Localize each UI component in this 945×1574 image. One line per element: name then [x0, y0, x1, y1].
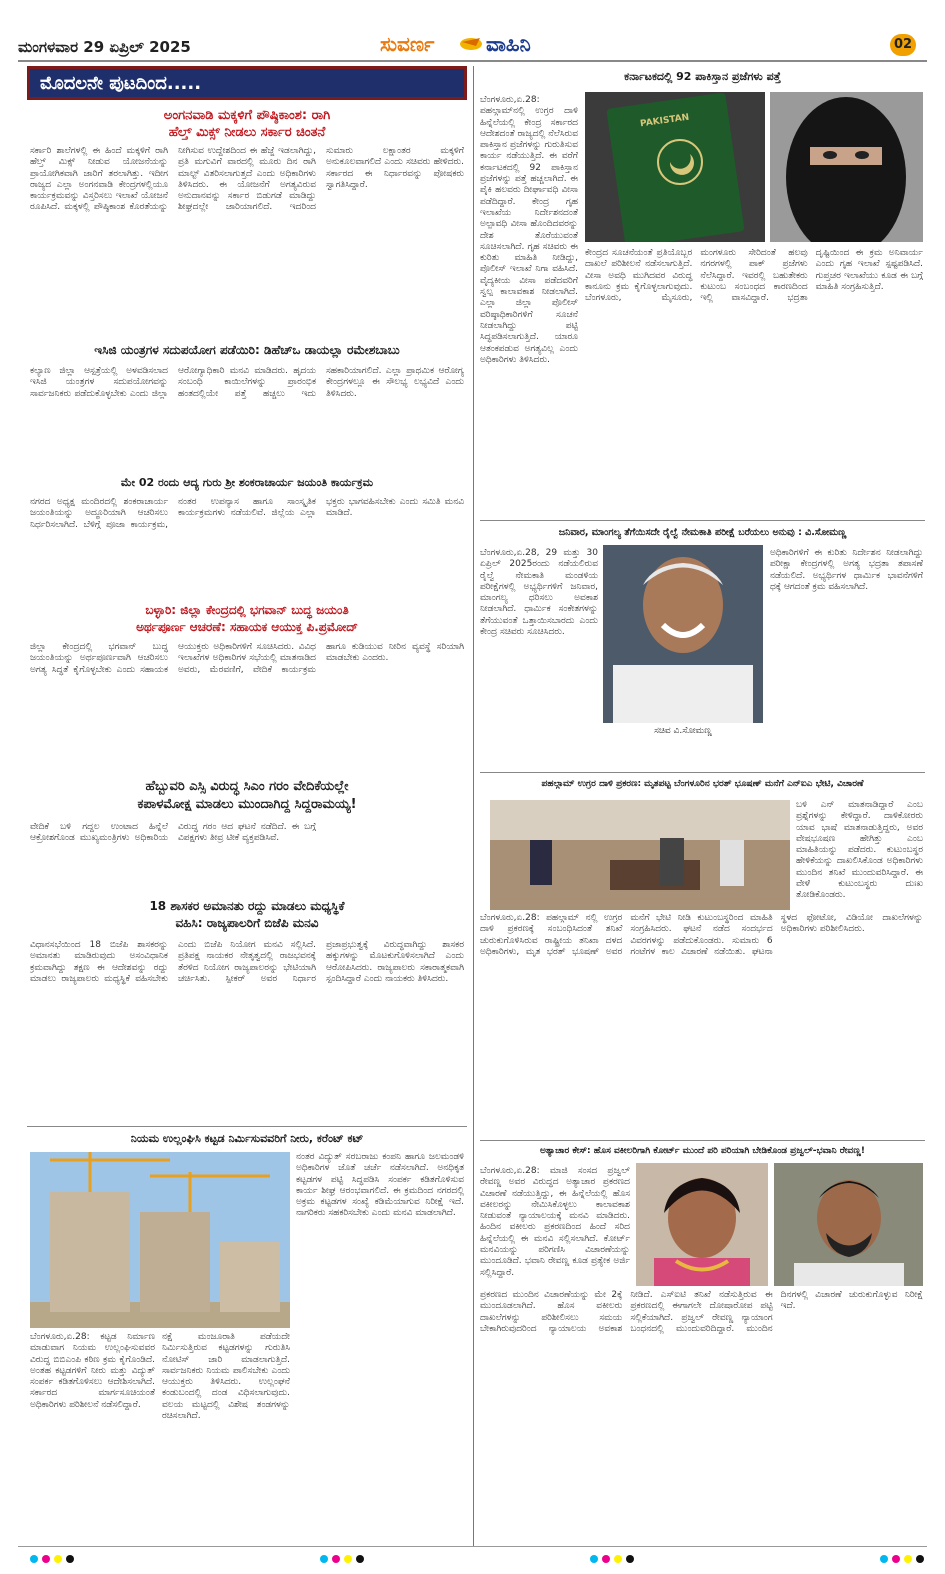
passport-text: PAKISTAN: [639, 112, 690, 130]
masthead: [380, 30, 580, 60]
article-buddha-title: [27, 602, 467, 636]
header-rule: [18, 60, 927, 62]
article-ecg-body: ಕಲ್ಯಾಣ ಜಿಲ್ಲಾ ಆಸ್ಪತ್ರೆಯಲ್ಲಿ ಅಳವಡಿಸಲಾದ ಇಸಿಜಿ ಯಂತ್ರಗಳ ಸದುಪಯೋಗವನ್ನು ಸಾರ್ವಜನಿಕರು ಪಡೆದುಕೊಳ್ಳಬೇಕು ಎಂದು ಜಿಲ್ಲಾ ಆರೋಗ್ಯಾಧಿಕಾರಿ ಮನವಿ ಮಾಡಿದರು. ಹೃದಯ ಸಂಬಂಧಿ ಕಾಯಿಲೆಗಳನ್ನು ಪ್ರಾರಂಭಿಕ ಹಂತದಲ್ಲಿಯೇ ಪತ್ತೆ ಹಚ್ಚಲು ಇದು ಸಹಕಾರಿಯಾಗಲಿದೆ. ಎಲ್ಲಾ ಪ್ರಾಥಮಿಕ ಆರೋಗ್ಯ ಕೇಂದ್ರಗಳಲ್ಲೂ ಈ ಸೌಲಭ್ಯ ಲಭ್ಯವಿದೆ ಎಂದು ತಿಳಿಸಿದರು.: [30, 366, 464, 399]
section-banner: [27, 66, 467, 100]
footer-rule: [18, 1546, 927, 1547]
somanna-caption: ಸಚಿವ ವಿ.ಸೋಮಣ್ಣ: [654, 726, 712, 736]
article-building-body-2: ನಕ್ಷೆ ಮಂಜೂರಾತಿ ಪಡೆಯದೇ ನಿರ್ಮಿಸುತ್ತಿರುವ ಕಟ್ಟಡಗಳನ್ನು ಗುರುತಿಸಿ ನೋಟಿಸ್ ಜಾರಿ ಮಾಡಲಾಗುತ್ತಿದೆ. ಸಾರ್ವಜನಿಕರು ನಿಯಮ ಪಾಲಿಸಬೇಕು ಎಂದು ಆಯುಕ್ತರು ತಿಳಿಸಿದರು. ಉಲ್ಲಂಘನೆ ಕಂಡುಬಂದಲ್ಲಿ ದಂಡ ವಿಧಿಸಲಾಗುವುದು. ವಲಯ ಮಟ್ಟದಲ್ಲಿ ವಿಶೇಷ ತಂಡಗಳನ್ನು ರಚಿಸಲಾಗಿದೆ.: [162, 1332, 290, 1422]
article-shankaracharya-body: ನಗರದ ಅಧ್ಯಕ್ಷ ಮಂದಿರದಲ್ಲಿ ಶಂಕರಾಚಾರ್ಯ ಜಯಂತಿಯನ್ನು ಅದ್ಧೂರಿಯಾಗಿ ಆಚರಿಸಲು ನಿರ್ಧರಿಸಲಾಗಿದೆ. ಬೆಳಿಗ್ಗೆ ಪೂಜಾ ಕಾರ್ಯಕ್ರಮ, ನಂತರ ಉಪನ್ಯಾಸ ಹಾಗೂ ಸಾಂಸ್ಕೃತಿಕ ಕಾರ್ಯಕ್ರಮಗಳು ನಡೆಯಲಿವೆ. ಜಿಲ್ಲೆಯ ಎಲ್ಲಾ ಭಕ್ತರು ಭಾಗವಹಿಸಬೇಕು ಎಂದು ಸಮಿತಿ ಮನವಿ ಮಾಡಿದೆ.: [30, 497, 464, 530]
article-pakistan-body-2: ಕೇಂದ್ರದ ಸೂಚನೆಯಂತೆ ಪ್ರತಿಯೊಬ್ಬರ ದಾಖಲೆ ಪರಿಶೀಲನೆ ನಡೆಸಲಾಗುತ್ತಿದೆ. ವೀಸಾ ಅವಧಿ ಮುಗಿದವರ ವಿರುದ್ಧ ಕಾನೂನು ಕ್ರಮ ಕೈಗೊಳ್ಳಲಾಗುವುದು. ಬೆಂಗಳೂರು, ಮೈಸೂರು, ಮಂಗಳೂರು ಸೇರಿದಂತೆ ಹಲವು ನಗರಗಳಲ್ಲಿ ಪಾಕ್ ಪ್ರಜೆಗಳು ನೆಲೆಸಿದ್ದಾರೆ. ಇವರಲ್ಲಿ ಬಹುತೇಕರು ಕುಟುಂಬ ಸಂಬಂಧದ ಕಾರಣದಿಂದ ಇಲ್ಲಿ ವಾಸವಿದ್ದಾರೆ. ಭದ್ರತಾ ದೃಷ್ಟಿಯಿಂದ ಈ ಕ್ರಮ ಅನಿವಾರ್ಯ ಎಂದು ಗೃಹ ಇಲಾಖೆ ಸ್ಪಷ್ಟಪಡಿಸಿದೆ. ಗುಪ್ತಚರ ಇಲಾಖೆಯು ಕೂಡ ಈ ಬಗ್ಗೆ ಮಾಹಿತಿ ಸಂಗ್ರಹಿಸುತ್ತಿದೆ.: [585, 248, 923, 304]
article-mla-title: [27, 898, 467, 932]
masthead-left: ಸುವರ್ಣ: [380, 32, 435, 56]
article-anganwadi-body: ಸರ್ಕಾರಿ ಶಾಲೆಗಳಲ್ಲಿ ಈ ಹಿಂದೆ ಮಕ್ಕಳಿಗೆ ರಾಗಿ ಹೆಲ್ತ್ ಮಿಕ್ಸ್ ನೀಡುವ ಯೋಜನೆಯನ್ನು ಪ್ರಾಯೋಗಿಕವಾಗಿ ಜಾರಿಗೆ ತರಲಾಗಿತ್ತು. ಇದೀಗ ರಾಜ್ಯದ ಎಲ್ಲಾ ಅಂಗನವಾಡಿ ಕೇಂದ್ರಗಳಲ್ಲಿಯೂ ಕಾರ್ಯಕ್ರಮವನ್ನು ವಿಸ್ತರಿಸಲು ಇಲಾಖೆ ಯೋಜನೆ ರೂಪಿಸಿದೆ. ಮಕ್ಕಳಲ್ಲಿ ಪೌಷ್ಠಿಕಾಂಶ ಕೊರತೆಯನ್ನು ನೀಗಿಸುವ ಉದ್ದೇಶದಿಂದ ಈ ಹೆಜ್ಜೆ ಇಡಲಾಗಿದ್ದು, ಪ್ರತಿ ಮಗುವಿಗೆ ವಾರದಲ್ಲಿ ಮೂರು ದಿನ ರಾಗಿ ಮಾಲ್ಟ್ ವಿತರಿಸಲಾಗುತ್ತದೆ ಎಂದು ಅಧಿಕಾರಿಗಳು ತಿಳಿಸಿದರು. ಈ ಯೋಜನೆಗೆ ಅಗತ್ಯವಿರುವ ಅನುದಾನವನ್ನು ಸರ್ಕಾರ ಬಿಡುಗಡೆ ಮಾಡಿದ್ದು ಶೀಘ್ರದಲ್ಲೇ ಜಾರಿಯಾಗಲಿದೆ. ಇದರಿಂದ ಸುಮಾರು ಲಕ್ಷಾಂತರ ಮಕ್ಕಳಿಗೆ ಅನುಕೂಲವಾಗಲಿದೆ ಎಂದು ಸಚಿವರು ಹೇಳಿದರು. ಸರ್ಕಾರದ ಈ ನಿರ್ಧಾರವನ್ನು ಪೋಷಕರು ಸ್ವಾಗತಿಸಿದ್ದಾರೆ.: [30, 146, 464, 213]
article-pakistan-body: ಬೆಂಗಳೂರು,ಏ.28: ಪಹಲ್ಗಾಮ್‌ನಲ್ಲಿ ಉಗ್ರರ ದಾಳಿ ಹಿನ್ನೆಲೆಯಲ್ಲಿ ಕೇಂದ್ರ ಸರ್ಕಾರದ ಆದೇಶದಂತೆ ರಾಜ್ಯದಲ್ಲಿ ನೆಲೆಸಿರುವ ಪಾಕಿಸ್ತಾನ ಪ್ರಜೆಗಳನ್ನು ಗುರುತಿಸುವ ಕಾರ್ಯ ನಡೆಯುತ್ತಿದೆ. ಈ ವರೆಗೆ ಕರ್ನಾಟಕದಲ್ಲಿ 92 ಪಾಕಿಸ್ತಾನ ಪ್ರಜೆಗಳನ್ನು ಪತ್ತೆ ಹಚ್ಚಲಾಗಿದೆ. ಈ ಪೈಕಿ ಹಲವರು ದೀರ್ಘಾವಧಿ ವೀಸಾ ಪಡೆದಿದ್ದಾರೆ. ಕೇಂದ್ರ ಗೃಹ ಇಲಾಖೆಯ ನಿರ್ದೇಶನದಂತೆ ಅಲ್ಪಾವಧಿ ವೀಸಾ ಹೊಂದಿದವರನ್ನು ದೇಶ ತೊರೆಯುವಂತೆ ಸೂಚಿಸಲಾಗಿದೆ. ಗೃಹ ಸಚಿವರು ಈ ಕುರಿತು ಮಾಹಿತಿ ನೀಡಿದ್ದು, ಪೊಲೀಸ್ ಇಲಾಖೆ ನಿಗಾ ವಹಿಸಿದೆ. ವೈದ್ಯಕೀಯ ವೀಸಾ ಪಡೆದವರಿಗೆ ಸ್ವಲ್ಪ ಕಾಲಾವಕಾಶ ನೀಡಲಾಗಿದೆ. ಎಲ್ಲಾ ಜಿಲ್ಲಾ ಪೊಲೀಸ್ ವರಿಷ್ಠಾಧಿಕಾರಿಗಳಿಗೆ ಸೂಚನೆ ನೀಡಲಾಗಿದ್ದು ಪಟ್ಟಿ ಸಿದ್ಧಪಡಿಸಲಾಗುತ್ತಿದೆ. ಯಾರೂ ಆತಂಕಪಡುವ ಅಗತ್ಯವಿಲ್ಲ ಎಂದು ಅಧಿಕಾರಿಗಳು ತಿಳಿಸಿದರು.: [480, 95, 578, 365]
title-line-1: 18 ಶಾಸಕರ ಅಮಾನತು ರದ್ದು ಮಾಡಲು ಮಧ್ಯಸ್ಥಿಕೆ: [149, 899, 345, 913]
title-line-2: ಅರ್ಥಪೂರ್ಣ ಆಚರಣೆ: ಸಹಾಯಕ ಆಯುಕ್ತ ಪಿ.ಪ್ರಮೋದ್: [136, 620, 358, 634]
title-line-1: ಅಂಗನವಾಡಿ ಮಕ್ಕಳಿಗೆ ಪೌಷ್ಠಿಕಾಂಶ: ರಾಗಿ: [163, 108, 331, 123]
divider: [480, 772, 925, 773]
article-nia-title: ಪಹಲ್ಗಾಮ್ ಉಗ್ರರ ದಾಳಿ ಪ್ರಕರಣ: ಮೃತಪಟ್ಟ ಬೆಂಗಳೂರಿನ ಭರತ್ ಭೂಷಣ್ ಮನೆಗೆ ಎನ್‌ಐಎ ಭೇಟಿ, ವಿಚಾರಣೆ: [541, 779, 864, 789]
title-line-2: ಕಪಾಳಮೋಕ್ಷ ಮಾಡಲು ಮುಂದಾಗಿದ್ದ ಸಿದ್ದರಾಮಯ್ಯ!: [137, 797, 357, 812]
somanna-photo: [603, 545, 763, 723]
article-cm-title: [27, 778, 467, 814]
article-building-body: ಬೆಂಗಳೂರು,ಏ.28: ಕಟ್ಟಡ ನಿರ್ಮಾಣ ಮಾಡುವಾಗ ನಿಯಮ ಉಲ್ಲಂಘಿಸುವವರ ವಿರುದ್ಧ ಬಿಬಿಎಂಪಿ ಕಠಿಣ ಕ್ರಮ ಕೈಗೊಂಡಿದೆ. ಅಂತಹ ಕಟ್ಟಡಗಳಿಗೆ ನೀರು ಮತ್ತು ವಿದ್ಯುತ್ ಸಂಪರ್ಕ ಕಡಿತಗೊಳಿಸಲು ಆದೇಶಿಸಲಾಗಿದೆ. ಸರ್ಕಾರದ ಮಾರ್ಗಸೂಚಿಯಂತೆ ಅಧಿಕಾರಿಗಳು ಪರಿಶೀಲನೆ ನಡೆಸಲಿದ್ದಾರೆ.: [30, 1332, 155, 1410]
article-prajwal-title: ಅತ್ಯಾಚಾರ ಕೇಸ್: ಹೊಸ ವಕೀಲರಿಗಾಗಿ ಕೋರ್ಟ್ ಮುಂದೆ ಪರಿ ಪರಿಯಾಗಿ ಬೇಡಿಕೊಂಡ ಪ್ರಜ್ವಲ್-ಭವಾನಿ ರೇವಣ್ಣ!: [540, 1146, 865, 1156]
article-cm-body: ವೇದಿಕೆ ಬಳಿ ಗದ್ದಲ ಉಂಟಾದ ಹಿನ್ನೆಲೆ ಆಕ್ರೋಶಗೊಂಡ ಮುಖ್ಯಮಂತ್ರಿಗಳು ಅಧಿಕಾರಿಯ ವಿರುದ್ಧ ಗರಂ ಆದ ಘಟನೆ ನಡೆದಿದೆ. ಈ ಬಗ್ಗೆ ವಿಪಕ್ಷಗಳು ತೀವ್ರ ಟೀಕೆ ವ್ಯಕ್ತಪಡಿಸಿವೆ.: [30, 822, 316, 844]
veiled-woman-image: [770, 92, 923, 242]
article-nia-body: ಬೆಂಗಳೂರು,ಏ.28: ಪಹಲ್ಗಾಮ್ ನಲ್ಲಿ ಉಗ್ರರ ದಾಳಿ ಪ್ರಕರಣಕ್ಕೆ ಸಂಬಂಧಿಸಿದಂತೆ ತನಿಖೆ ಚುರುಕುಗೊಳಿಸಿರುವ ರಾಷ್ಟ್ರೀಯ ತನಿಖಾ ದಳದ ಅಧಿಕಾರಿಗಳು, ಮೃತ ಭರತ್ ಭೂಷಣ್ ಅವರ ಮನೆಗೆ ಭೇಟಿ ನೀಡಿ ಕುಟುಂಬಸ್ಥರಿಂದ ಮಾಹಿತಿ ಸಂಗ್ರಹಿಸಿದರು. ಘಟನೆ ನಡೆದ ಸಂದರ್ಭದ ವಿವರಗಳನ್ನು ಪಡೆದುಕೊಂಡರು. ಸುಮಾರು 6 ಗಂಟೆಗಳ ಕಾಲ ವಿಚಾರಣೆ ನಡೆಯಿತು. ಘಟನಾ ಸ್ಥಳದ ಫೋಟೋ, ವಿಡಿಯೋ ದಾಖಲೆಗಳನ್ನು ಅಧಿಕಾರಿಗಳು ಪರಿಶೀಲಿಸಿದರು.: [480, 913, 923, 957]
divider: [480, 520, 925, 521]
page-number-badge: [890, 34, 916, 56]
article-prajwal-body: ಬೆಂಗಳೂರು,ಏ.28: ಮಾಜಿ ಸಂಸದ ಪ್ರಜ್ವಲ್ ರೇವಣ್ಣ ಅವರ ವಿರುದ್ಧದ ಅತ್ಯಾಚಾರ ಪ್ರಕರಣದ ವಿಚಾರಣೆ ನಡೆಯುತ್ತಿದ್ದು, ಈ ಹಿನ್ನೆಲೆಯಲ್ಲಿ ಹೊಸ ವಕೀಲರನ್ನು ನೇಮಿಸಿಕೊಳ್ಳಲು ಕಾಲಾವಕಾಶ ನೀಡುವಂತೆ ನ್ಯಾಯಾಲಯಕ್ಕೆ ಮನವಿ ಮಾಡಿದರು. ಹಿಂದಿನ ವಕೀಲರು ಪ್ರಕರಣದಿಂದ ಹಿಂದೆ ಸರಿದ ಹಿನ್ನೆಲೆಯಲ್ಲಿ ಈ ಮನವಿ ಸಲ್ಲಿಸಲಾಗಿದೆ. ಕೋರ್ಟ್ ಮನವಿಯನ್ನು ಪರಿಗಣಿಸಿ ವಿಚಾರಣೆಯನ್ನು ಮುಂದೂಡಿದೆ. ಭವಾನಿ ರೇವಣ್ಣ ಕೂಡ ಪ್ರತ್ಯೇಕ ಅರ್ಜಿ ಸಲ್ಲಿಸಿದ್ದಾರೆ.: [480, 1166, 630, 1278]
title-line-2: ಹೆಲ್ತ್ ಮಿಕ್ಸ್ ನೀಡಲು ಸರ್ಕಾರ ಚಿಂತನೆ: [168, 125, 326, 140]
construction-photo: [30, 1152, 290, 1328]
article-somanna-body-2: ಅಧಿಕಾರಿಗಳಿಗೆ ಈ ಕುರಿತು ನಿರ್ದೇಶನ ನೀಡಲಾಗಿದ್ದು ಪರೀಕ್ಷಾ ಕೇಂದ್ರಗಳಲ್ಲಿ ಅಗತ್ಯ ಭದ್ರತಾ ತಪಾಸಣೆ ನಡೆಯಲಿದೆ. ಅಭ್ಯರ್ಥಿಗಳ ಧಾರ್ಮಿಕ ಭಾವನೆಗಳಿಗೆ ಧಕ್ಕೆ ಆಗದಂತೆ ಕ್ರಮ ವಹಿಸಲಾಗಿದೆ.: [770, 548, 923, 592]
masthead-right: ವಾಹಿನಿ: [486, 32, 531, 56]
article-buddha-body: ಜಿಲ್ಲಾ ಕೇಂದ್ರದಲ್ಲಿ ಭಗವಾನ್ ಬುದ್ಧ ಜಯಂತಿಯನ್ನು ಅರ್ಥಪೂರ್ಣವಾಗಿ ಆಚರಿಸಲು ಅಗತ್ಯ ಸಿದ್ಧತೆ ಕೈಗೊಳ್ಳಬೇಕು ಎಂದು ಸಹಾಯಕ ಆಯುಕ್ತರು ಅಧಿಕಾರಿಗಳಿಗೆ ಸೂಚಿಸಿದರು. ವಿವಿಧ ಇಲಾಖೆಗಳ ಅಧಿಕಾರಿಗಳ ಸಭೆಯಲ್ಲಿ ಮಾತನಾಡಿದ ಅವರು, ಮೆರವಣಿಗೆ, ವೇದಿಕೆ ಕಾರ್ಯಕ್ರಮ ಹಾಗೂ ಕುಡಿಯುವ ನೀರಿನ ವ್ಯವಸ್ಥೆ ಸರಿಯಾಗಿ ಮಾಡಬೇಕು ಎಂದರು.: [30, 642, 464, 675]
prajwal-photo: [774, 1163, 923, 1286]
bhavani-photo: [636, 1163, 768, 1286]
divider: [27, 1126, 467, 1127]
article-anganwadi-title: [27, 107, 467, 141]
title-line-1: ಬಳ್ಳಾರಿ: ಜಿಲ್ಲಾ ಕೇಂದ್ರದಲ್ಲಿ ಭಗವಾನ್ ಬುದ್ಧ ಜಯಂತಿ: [145, 603, 349, 617]
title-line-1: ಹೆಬ್ಬುವರಿ ಎಸ್ಸಿ ವಿರುದ್ಧ ಸಿಎಂ ಗರಂ ವೇದಿಕೆಯಲ್ಲೇ: [145, 779, 349, 794]
title-line-2: ವಹಿಸಿ: ರಾಜ್ಯಪಾಲರಿಗೆ ಬಿಜೆಪಿ ಮನವಿ: [175, 916, 319, 930]
article-nia-body-2: ಬಳಿ ಎನ್ ಮಾತನಾಡಿದ್ದಾರೆ ಎಂಬ ಪ್ರಶ್ನೆಗಳನ್ನು ಕೇಳಿದ್ದಾರೆ. ದಾಳಿಕೋರರು ಯಾವ ಭಾಷೆ ಮಾತನಾಡುತ್ತಿದ್ದರು, ಅವರ ವೇಷಭೂಷಣ ಹೇಗಿತ್ತು ಎಂಬ ಮಾಹಿತಿಯನ್ನು ಪಡೆದರು. ಕುಟುಂಬಸ್ಥರ ಹೇಳಿಕೆಯನ್ನು ದಾಖಲಿಸಿಕೊಂಡ ಅಧಿಕಾರಿಗಳು ಮುಂದಿನ ತನಿಖೆ ಮುಂದುವರಿಸಿದ್ದಾರೆ. ಈ ವೇಳೆ ಕುಟುಂಬಸ್ಥರು ದುಃಖ ತೋಡಿಕೊಂಡರು.: [796, 800, 923, 901]
section-banner-text: ಮೊದಲನೇ ಪುಟದಿಂದ.....: [40, 73, 202, 94]
issue-date: ಮಂಗಳವಾರ 29 ಏಪ್ರಿಲ್ 2025: [18, 38, 191, 56]
column-divider: [473, 66, 474, 1546]
article-shankaracharya-title: ಮೇ 02 ರಂದು ಆದ್ಯ ಗುರು ಶ್ರೀ ಶಂಕರಾಚಾರ್ಯ ಜಯಂತಿ ಕಾರ್ಯಕ್ರಮ: [120, 476, 374, 489]
article-mla-body: ವಿಧಾನಸಭೆಯಿಂದ 18 ಬಿಜೆಪಿ ಶಾಸಕರನ್ನು ಅಮಾನತು ಮಾಡಿರುವುದು ಅಸಂವಿಧಾನಿಕ ಕ್ರಮವಾಗಿದ್ದು ತಕ್ಷಣ ಈ ಆದೇಶವನ್ನು ರದ್ದು ಮಾಡಲು ರಾಜ್ಯಪಾಲರು ಮಧ್ಯಸ್ಥಿಕೆ ವಹಿಸಬೇಕು ಎಂದು ಬಿಜೆಪಿ ನಿಯೋಗ ಮನವಿ ಸಲ್ಲಿಸಿದೆ. ಪ್ರತಿಪಕ್ಷ ನಾಯಕರ ನೇತೃತ್ವದಲ್ಲಿ ರಾಜಭವನಕ್ಕೆ ತೆರಳಿದ ನಿಯೋಗ ರಾಜ್ಯಪಾಲರನ್ನು ಭೇಟಿಯಾಗಿ ಚರ್ಚಿಸಿತು. ಸ್ಪೀಕರ್ ಅವರ ನಿರ್ಧಾರ ಪ್ರಜಾಪ್ರಭುತ್ವಕ್ಕೆ ವಿರುದ್ಧವಾಗಿದ್ದು ಶಾಸಕರ ಹಕ್ಕುಗಳನ್ನು ಮೊಟಕುಗೊಳಿಸಲಾಗಿದೆ ಎಂದು ಆರೋಪಿಸಿದರು. ರಾಜ್ಯಪಾಲರು ಸಕಾರಾತ್ಮಕವಾಗಿ ಸ್ಪಂದಿಸಿದ್ದಾರೆ ಎಂದು ನಾಯಕರು ತಿಳಿಸಿದರು.: [30, 940, 464, 984]
article-somanna-title: ಜನಿವಾರ, ಮಾಂಗಲ್ಯ ತೆಗೆಯಿಸದೇ ರೈಲ್ವೆ ನೇಮಕಾತಿ ಪರೀಕ್ಷೆ ಬರೆಯಲು ಅನುವು : ವಿ.ಸೋಮಣ್ಣ: [558, 527, 847, 538]
article-building-title: ನಿಯಮ ಉಲ್ಲಂಘಿಸಿ ಕಟ್ಟಡ ನಿರ್ಮಿಸುವವರಿಗೆ ನೀರು, ಕರೆಂಟ್ ಕಟ್: [130, 1132, 364, 1145]
article-somanna-body: ಬೆಂಗಳೂರು,ಏ.28, 29 ಮತ್ತು 30 ಏಪ್ರಿಲ್ 2025ರಂದು ನಡೆಯಲಿರುವ ರೈಲ್ವೆ ನೇಮಕಾತಿ ಮಂಡಳಿಯ ಪರೀಕ್ಷೆಗಳಲ್ಲಿ ಅಭ್ಯರ್ಥಿಗಳಿಗೆ ಜನಿವಾರ, ಮಾಂಗಲ್ಯ ಧರಿಸಲು ಅವಕಾಶ ನೀಡಲಾಗಿದೆ. ಧಾರ್ಮಿಕ ಸಂಕೇತಗಳನ್ನು ತೆಗೆಯುವಂತೆ ಒತ್ತಾಯಿಸಬಾರದು ಎಂದು ಕೇಂದ್ರ ಸಚಿವರು ಸೂಚಿಸಿದರು.: [480, 548, 598, 638]
article-prajwal-body-2: ಪ್ರಕರಣದ ಮುಂದಿನ ವಿಚಾರಣೆಯನ್ನು ಮೇ 2ಕ್ಕೆ ಮುಂದೂಡಲಾಗಿದೆ. ಹೊಸ ವಕೀಲರು ದಾಖಲೆಗಳನ್ನು ಪರಿಶೀಲಿಸಲು ಸಮಯ ಬೇಕಾಗಿರುವುದರಿಂದ ನ್ಯಾಯಾಲಯ ಅವಕಾಶ ನೀಡಿದೆ. ಎಸ್ಐಟಿ ತನಿಖೆ ನಡೆಸುತ್ತಿರುವ ಈ ಪ್ರಕರಣದಲ್ಲಿ ಈಗಾಗಲೇ ದೋಷಾರೋಪ ಪಟ್ಟಿ ಸಲ್ಲಿಕೆಯಾಗಿದೆ. ಪ್ರಜ್ವಲ್ ರೇವಣ್ಣ ನ್ಯಾಯಾಂಗ ಬಂಧನದಲ್ಲಿ ಮುಂದುವರಿದಿದ್ದಾರೆ. ಮುಂದಿನ ದಿನಗಳಲ್ಲಿ ವಿಚಾರಣೆ ಚುರುಕುಗೊಳ್ಳುವ ನಿರೀಕ್ಷೆ ಇದೆ.: [480, 1290, 923, 1334]
nia-visit-photo: [490, 800, 790, 910]
article-building-body-3: ನಂತರ ವಿದ್ಯುತ್ ಸರಬರಾಜು ಕಂಪನಿ ಹಾಗೂ ಜಲಮಂಡಳಿ ಅಧಿಕಾರಿಗಳ ಜೊತೆ ಚರ್ಚೆ ನಡೆಸಲಾಗಿದೆ. ಅನಧಿಕೃತ ಕಟ್ಟಡಗಳ ಪಟ್ಟಿ ಸಿದ್ಧಪಡಿಸಿ ಸಂಪರ್ಕ ಕಡಿತಗೊಳಿಸುವ ಕಾರ್ಯ ಶೀಘ್ರ ಆರಂಭವಾಗಲಿದೆ. ಈ ಕ್ರಮದಿಂದ ನಗರದಲ್ಲಿ ಅಕ್ರಮ ಕಟ್ಟಡಗಳ ಸಂಖ್ಯೆ ಕಡಿಮೆಯಾಗುವ ನಿರೀಕ್ಷೆ ಇದೆ. ನಾಗರಿಕರು ಸಹಕರಿಸಬೇಕು ಎಂದು ಮನವಿ ಮಾಡಲಾಗಿದೆ.: [296, 1152, 464, 1219]
article-ecg-title: ಇಸಿಜಿ ಯಂತ್ರಗಳ ಸದುಪಯೋಗ ಪಡೆಯಿರಿ: ಡಿಹೆಚ್ಒ ಡಾಯಲ್ಲಾ ರಮೇಶಬಾಬು: [94, 343, 400, 357]
masthead-logo-icon: [458, 32, 484, 54]
article-pakistan-title: ಕರ್ನಾಟಕದಲ್ಲಿ 92 ಪಾಕಿಸ್ತಾನ ಪ್ರಜೆಗಳು ಪತ್ತೆ: [624, 70, 781, 83]
page-number: 02: [893, 37, 913, 52]
divider: [480, 1140, 925, 1141]
pakistan-passport-image: [585, 92, 765, 242]
